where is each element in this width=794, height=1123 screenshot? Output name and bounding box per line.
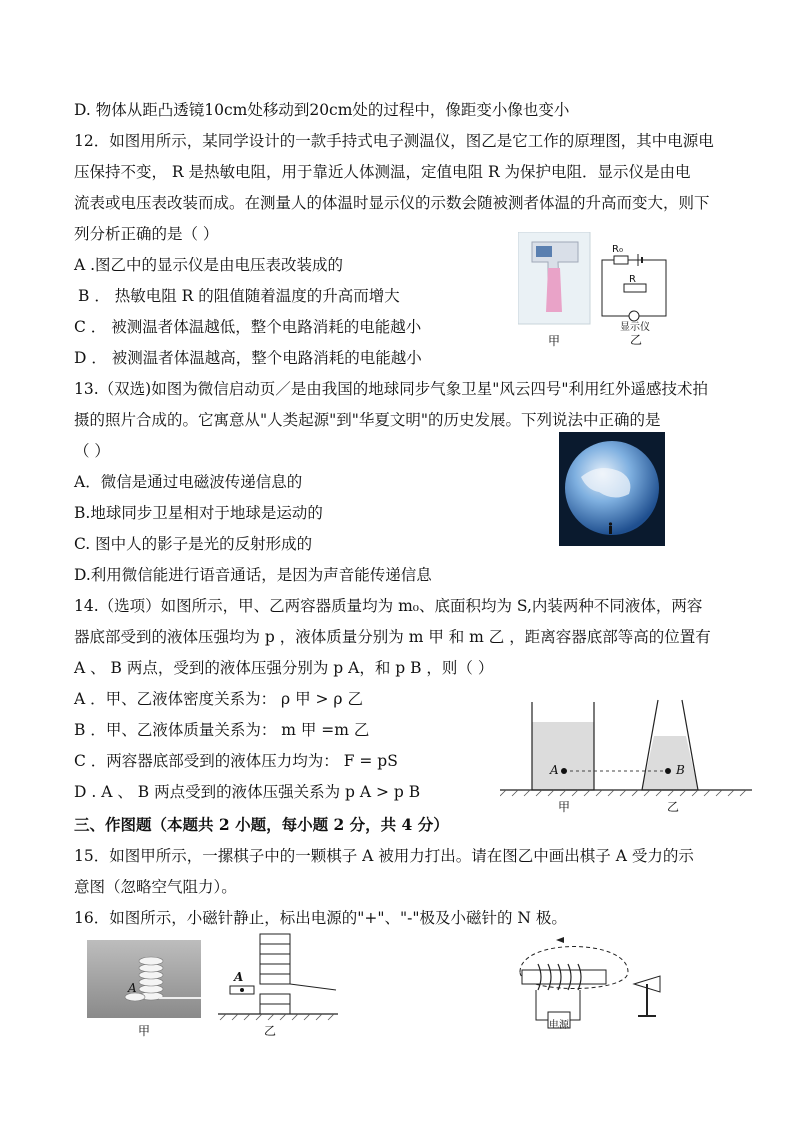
q14-stem-2: 器底部受到的液体压强均为 p ，液体质量分别为 m 甲 和 m 乙 ，距离容器底部等高的位置有: [74, 628, 711, 646]
q13-stem-1: 13.（双选)如图为微信启动页／是由我国的地球同步气象卫星"风云四号"利用红外遥感技术拍: [74, 380, 708, 398]
q14-label-a: A: [550, 763, 559, 777]
q13-stem-3: （ ）: [74, 442, 110, 460]
q12-stem-2: 压保持不变， R 是热敏电阻，用于靠近人体测温，定值电阻 R 为保护电阻．显示仪是由电: [74, 163, 691, 181]
q12-label-meter: 显示仪: [620, 322, 650, 333]
q12-option-c: C ． 被测温者体温越低，整个电路消耗的电能越小: [74, 318, 422, 336]
point-a: [561, 768, 567, 774]
q13-option-b: B.地球同步卫星相对于地球是运动的: [74, 504, 323, 522]
q12-label-yi: 乙: [630, 333, 643, 347]
field-arrow-icon: [556, 937, 564, 943]
q12-label-jia: 甲: [548, 334, 561, 348]
q14-containers-figure: [500, 696, 752, 800]
earth-photo: [559, 432, 665, 546]
solenoid-figure: [500, 932, 680, 1048]
q13-option-d: D.利用微信能进行语音通话，是因为声音能传递信息: [74, 566, 432, 584]
q13-option-c: C. 图中人的影子是光的反射形成的: [74, 535, 313, 553]
q14-option-a: A ．甲、乙液体密度关系为： ρ 甲 > ρ 乙: [74, 690, 363, 708]
q14-option-d: D . A 、 B 两点受到的液体压强关系为 p A > p B: [74, 783, 421, 801]
q13-stem-2: 摄的照片合成的。它寓意从"人类起源"到"华夏文明"的历史发展。下列说法中正确的是: [74, 411, 661, 429]
q14-stem-3: A 、 B 两点，受到的液体压强分别为 p A，和 p B ，则（ ）: [74, 659, 494, 677]
q15-label-jia: 甲: [138, 1024, 151, 1038]
section3-title: 三、作图题（本题共 2 小题，每小题 2 分，共 4 分）: [74, 815, 449, 834]
q12-stem-3: 流表或电压表改装而成。在测量人的体温时显示仪的示数会随被测者体温的升高而变大，则下: [74, 194, 710, 212]
ground-hatch: [500, 790, 746, 796]
compass-needle-icon: [634, 976, 660, 1016]
q12-option-b: B ． 热敏电阻 R 的阻值随着温度的升高而增大: [78, 287, 400, 305]
q16-stem: 16．如图所示，小磁针静止，标出电源的"+"、"-"极及小磁针的 N 极。: [74, 909, 567, 927]
q15-photo-label-a: A: [128, 981, 137, 995]
q14-label-yi: 乙: [667, 800, 680, 814]
jia-liquid: [532, 722, 594, 790]
q12-stem-4: 列分析正确的是（ ）: [74, 225, 219, 243]
checkers-photo: [87, 940, 201, 1018]
q14-option-b: B ．甲、乙液体质量关系为： m 甲 =m 乙: [74, 721, 370, 739]
q13-option-a: A．微信是通过电磁波传递信息的: [74, 473, 303, 491]
thermometer-photo: [518, 232, 590, 324]
wire-left: [536, 990, 548, 1020]
q14-stem-1: 14.（选项）如图所示，甲、乙两容器质量均为 m₀、底面积均为 S,内装两种不同液体，两容: [74, 597, 703, 615]
q14-label-jia: 甲: [558, 800, 571, 814]
wire-right: [570, 990, 580, 1020]
q14-label-b: B: [676, 763, 685, 777]
q12-option-a: A .图乙中的显示仪是由电压表改装成的: [74, 256, 344, 274]
q12-label-r: R: [629, 274, 636, 285]
q15-stem-2: 意图（忽略空气阻力）。: [74, 878, 237, 896]
q12-stem-1: 12．如图用所示，某同学设计的一款手持式电子测温仪，图乙是它工作的原理图，其中电源电: [74, 132, 714, 150]
q14-option-c: C ．两容器底部受到的液体压力均为： F = pS: [74, 752, 398, 770]
q12-option-d: D ． 被测温者体温越高，整个电路消耗的电能越小: [74, 349, 422, 367]
q11-option-d: D. 物体从距凸透镜10cm处移动到20cm处的过程中，像距变小像也变小: [74, 101, 570, 119]
q15-stem-1: 15．如图甲所示，一摞棋子中的一颗棋子 A 被用力打出。请在图乙中画出棋子 A 受力的示: [74, 847, 694, 865]
q15-sketch-label-a: A: [234, 970, 244, 984]
circuit-diagram: [602, 254, 666, 321]
q15-label-yi: 乙: [264, 1024, 277, 1038]
point-b: [665, 768, 671, 774]
iron-core: [522, 970, 606, 984]
q12-label-r0: R₀: [612, 244, 623, 255]
q16-label-power: 电源: [549, 1020, 569, 1031]
